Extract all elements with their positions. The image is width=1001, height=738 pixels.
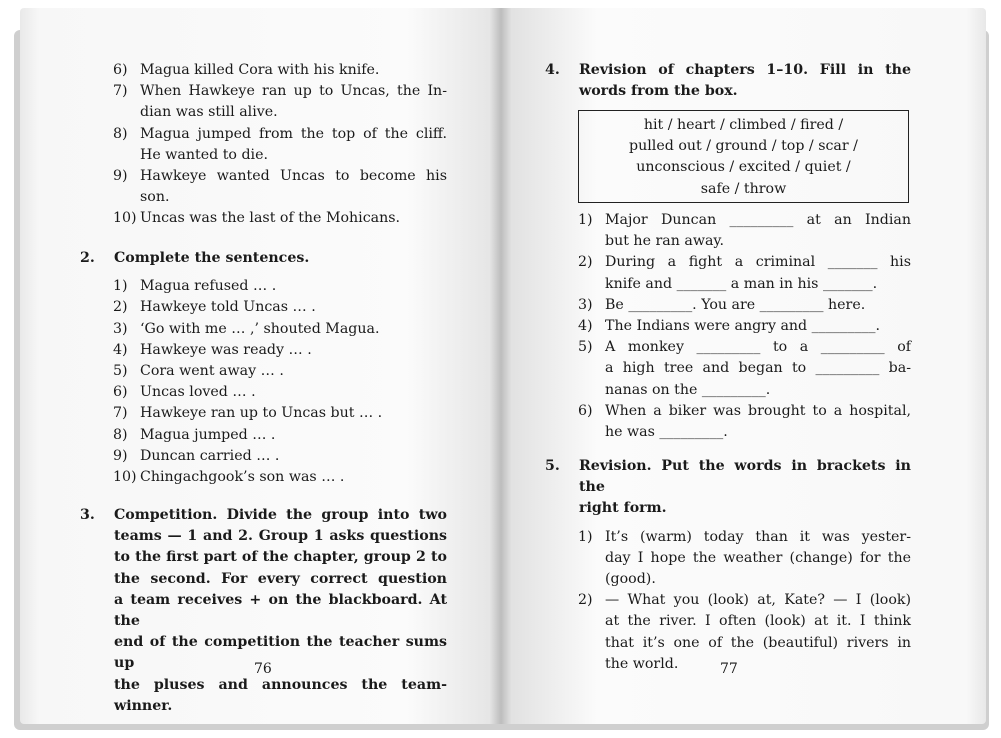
- list-item: [113, 297, 447, 318]
- word-box-line: pulled out / ground / top / scar /: [629, 138, 858, 155]
- exercise-4-title: [579, 60, 911, 102]
- item-number: 6): [578, 402, 593, 419]
- item-number: 7): [113, 405, 128, 422]
- item-text: Hawkeye ran up to Uncas but … .: [140, 405, 383, 422]
- item-line: dian was still alive.: [140, 104, 278, 121]
- item-line: at the river. I often (look) at it. I think: [605, 613, 911, 630]
- list-item: [578, 210, 911, 252]
- item-line: Magua jumped from the top of the cliff.: [140, 125, 447, 142]
- item-text: Cora went away … .: [140, 363, 284, 380]
- exercise-2-title: Complete the sentences.: [114, 250, 310, 266]
- item-number: 1): [578, 212, 593, 228]
- word-box-line: hit / heart / climbed / fired /: [643, 117, 844, 133]
- list-item: [113, 208, 447, 229]
- item-line: Uncas was the last of the Mohicans.: [140, 210, 401, 227]
- item-line: that it’s one of the (beautiful) rivers in: [605, 634, 911, 651]
- previous-exercise-list: [113, 60, 447, 230]
- item-line: knife and _______ a man in his _______.: [605, 275, 878, 292]
- title-line: Revision. Put the words in brackets in the: [579, 458, 911, 496]
- item-number: 8): [113, 426, 128, 443]
- title-line: right form.: [579, 500, 667, 517]
- list-item: [113, 446, 447, 467]
- exercise-3-number: 3.: [80, 507, 95, 523]
- item-number: 10): [113, 469, 137, 486]
- item-line: Hawkeye wanted Uncas to become his: [140, 168, 447, 185]
- book-spine: [490, 8, 512, 724]
- list-item: [578, 337, 911, 401]
- item-line: he was _________.: [605, 424, 728, 441]
- item-number: 5): [113, 363, 128, 380]
- item-number: 2): [578, 254, 593, 271]
- exercise-2-number: 2.: [80, 250, 95, 266]
- exercise-5-number: 5.: [545, 458, 560, 474]
- item-line: the world.: [605, 655, 679, 672]
- item-line: When Hawkeye ran up to Uncas, the In-: [140, 83, 447, 100]
- item-number: 4): [578, 318, 593, 335]
- instruction-line: to the first part of the chapter, group 2 to: [114, 549, 447, 566]
- list-item: [578, 316, 911, 337]
- item-number: 9): [113, 168, 128, 185]
- item-line: Magua killed Cora with his knife.: [140, 62, 380, 78]
- exercise-5: [545, 456, 911, 675]
- list-item: [113, 319, 447, 340]
- list-item: [113, 124, 447, 166]
- item-line: Major Duncan _________ at an Indian: [605, 212, 911, 228]
- list-item: [113, 60, 447, 81]
- exercise-3: [80, 505, 447, 717]
- item-text: Duncan carried … .: [140, 447, 280, 464]
- item-number: 3): [578, 296, 593, 313]
- item-number: 4): [113, 341, 128, 358]
- exercise-2: [80, 248, 447, 488]
- word-box-line: unconscious / excited / quiet /: [636, 159, 851, 176]
- item-line: but he ran away.: [605, 233, 725, 250]
- item-line: A monkey _________ to a _________ of: [605, 339, 911, 356]
- item-number: 1): [578, 528, 593, 545]
- item-number: 8): [113, 125, 128, 142]
- item-number: 9): [113, 447, 128, 464]
- item-text: Magua jumped … .: [140, 426, 276, 443]
- instruction-line: the second. For every correct question: [114, 570, 447, 587]
- list-item: [113, 425, 447, 446]
- exercise-4-number: 4.: [545, 62, 560, 78]
- instruction-line: the pluses and announces the team-winner.: [114, 676, 447, 714]
- item-number: 7): [113, 83, 128, 100]
- item-number: 2): [113, 299, 128, 316]
- list-item: [578, 295, 911, 316]
- title-line: Revision of chapters 1–10. Fill in the: [579, 62, 911, 78]
- list-item: [578, 590, 911, 675]
- item-line: Be _________. You are _________ here.: [605, 296, 866, 313]
- item-number: 6): [113, 384, 128, 401]
- item-number: 1): [113, 278, 128, 295]
- instruction-line: end of the competition the teacher sums up: [114, 634, 447, 672]
- list-item: [578, 401, 911, 443]
- exercise-4-items: [578, 210, 911, 443]
- list-item: [113, 340, 447, 361]
- page-number-right: 77: [720, 661, 738, 677]
- item-text: Hawkeye was ready … .: [140, 341, 312, 358]
- list-item: [113, 467, 447, 488]
- instruction-line: Competition. Divide the group into two: [114, 507, 447, 523]
- item-line: nanas on the _________.: [605, 381, 771, 398]
- item-line: When a biker was brought to a hospital,: [605, 402, 911, 419]
- word-box: [578, 110, 909, 203]
- instruction-line: a team receives + on the blackboard. At the: [114, 591, 447, 630]
- item-line: He wanted to die.: [140, 146, 268, 163]
- list-item: [113, 276, 447, 297]
- item-text: Uncas loved … .: [140, 384, 256, 401]
- item-text: Hawkeye told Uncas … .: [140, 299, 316, 316]
- instruction-line: teams — 1 and 2. Group 1 asks questions: [114, 528, 447, 545]
- item-line: day I hope the weather (change) for the: [605, 549, 911, 566]
- item-text: Magua refused … .: [140, 278, 277, 295]
- item-number: 10): [113, 210, 137, 227]
- list-item: [113, 361, 447, 382]
- exercise-4: [545, 60, 911, 102]
- item-number: 2): [578, 592, 593, 609]
- list-item: [578, 252, 911, 294]
- title-line: words from the box.: [579, 83, 738, 100]
- item-line: The Indians were angry and _________.: [605, 318, 881, 335]
- item-text: ‘Go with me … ,’ shouted Magua.: [140, 320, 380, 337]
- list-item: [113, 382, 447, 403]
- item-line: — What you (look) at, Kate? — I (look): [605, 592, 911, 609]
- item-number: 5): [578, 339, 593, 356]
- list-item: [113, 166, 447, 208]
- item-line: It’s (warm) today than it was yester-: [605, 528, 911, 545]
- item-number: 3): [113, 320, 128, 337]
- exercise-3-instructions: [114, 505, 447, 717]
- item-line: son.: [140, 189, 170, 206]
- item-line: During a fight a criminal _______ his: [605, 254, 911, 271]
- item-text: Chingachgook’s son was … .: [140, 469, 345, 486]
- list-item: [113, 81, 447, 123]
- item-number: 6): [113, 62, 128, 78]
- word-box-line: safe / throw: [700, 180, 787, 197]
- item-line: (good).: [605, 571, 656, 588]
- item-line: a high tree and began to _________ ba-: [605, 360, 911, 377]
- page-number-left: 76: [254, 661, 272, 677]
- list-item: [113, 403, 447, 424]
- list-item: [578, 527, 911, 591]
- exercise-5-title: [579, 456, 911, 520]
